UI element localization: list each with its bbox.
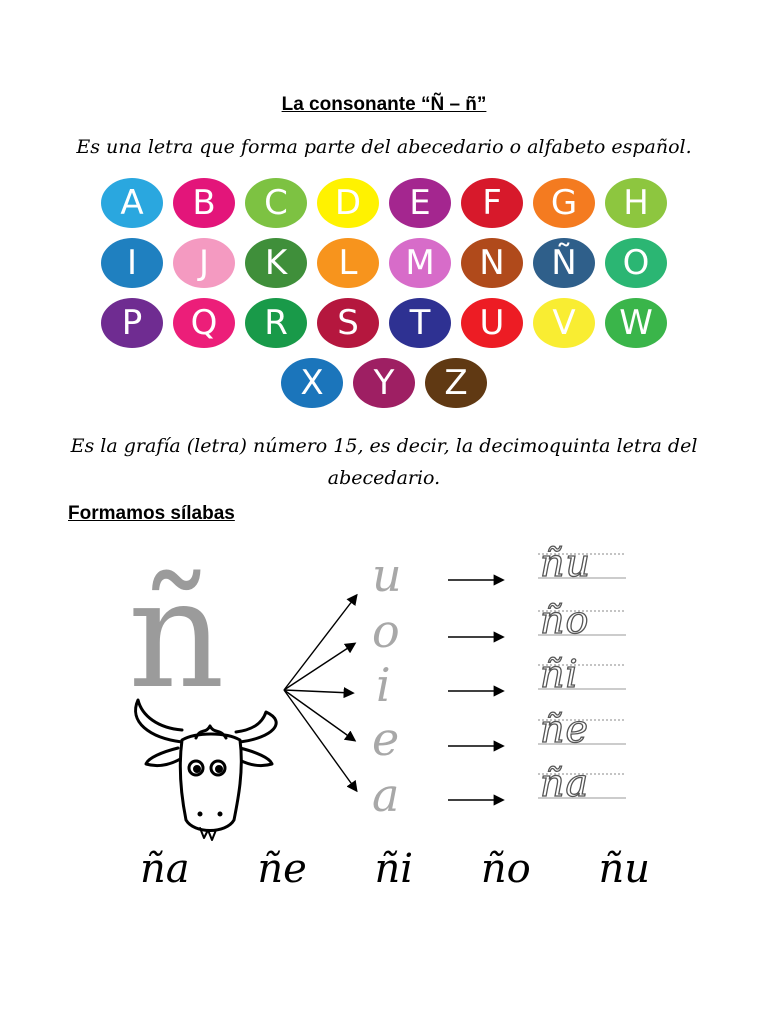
traced-syllable: ñu [540,541,591,585]
letter-circle: V [533,298,595,348]
syllable: ñe [257,846,307,892]
syllable: ño [480,846,531,892]
letter-circle: Y [353,358,415,408]
letter-circle: W [605,298,667,348]
letter-circle: N [461,238,523,288]
letter-circle: Z [425,358,487,408]
letter-circle: Ñ [533,238,595,288]
syllable: ñu [598,846,650,892]
page-title: La consonante “Ñ – ñ” [281,94,487,115]
letter-circle: S [317,298,379,348]
letter-circle: B [173,178,235,228]
traced-syllable: ña [540,761,590,805]
section-subtitle: Formamos sílabas [68,503,235,524]
letter-circle: R [245,298,307,348]
vowel-e: e [372,712,400,766]
traced-syllable: ño [540,598,590,642]
letter-circle: Q [173,298,235,348]
vowel-u: u [372,548,402,602]
syllable-row [140,846,650,892]
syllable: ñi [374,846,414,892]
letter-circle: T [389,298,451,348]
letter-circle: U [461,298,523,348]
syllable: ña [140,846,190,892]
letter-circle: M [389,238,451,288]
letter-circle: L [317,238,379,288]
letter-circle: O [605,238,667,288]
traced-syllable: ñi [540,652,579,696]
letter-circle: F [461,178,523,228]
gnu-icon [136,700,277,840]
big-letter: ñ [128,548,225,722]
letter-circle: C [245,178,307,228]
letter-circle: J [173,238,235,288]
letter-circle: H [605,178,667,228]
traced-syllable: ñe [540,707,589,751]
vowel-a: a [372,768,400,822]
letter-circle: X [281,358,343,408]
vowel-o: o [372,604,400,658]
letter-circle: E [389,178,451,228]
letter-circle: G [533,178,595,228]
letter-circle: K [245,238,307,288]
letter-circle: I [101,238,163,288]
letter-circle: A [101,178,163,228]
info-text: Es la grafía (letra) número 15, es decir, la decimoquinta letra del abecedario. [70,435,698,489]
intro-text: Es una letra que forma parte del abecedario o alfabeto español. [76,136,692,158]
vowel-i: i [376,658,391,712]
letter-circle: P [101,298,163,348]
letter-circle: D [317,178,379,228]
